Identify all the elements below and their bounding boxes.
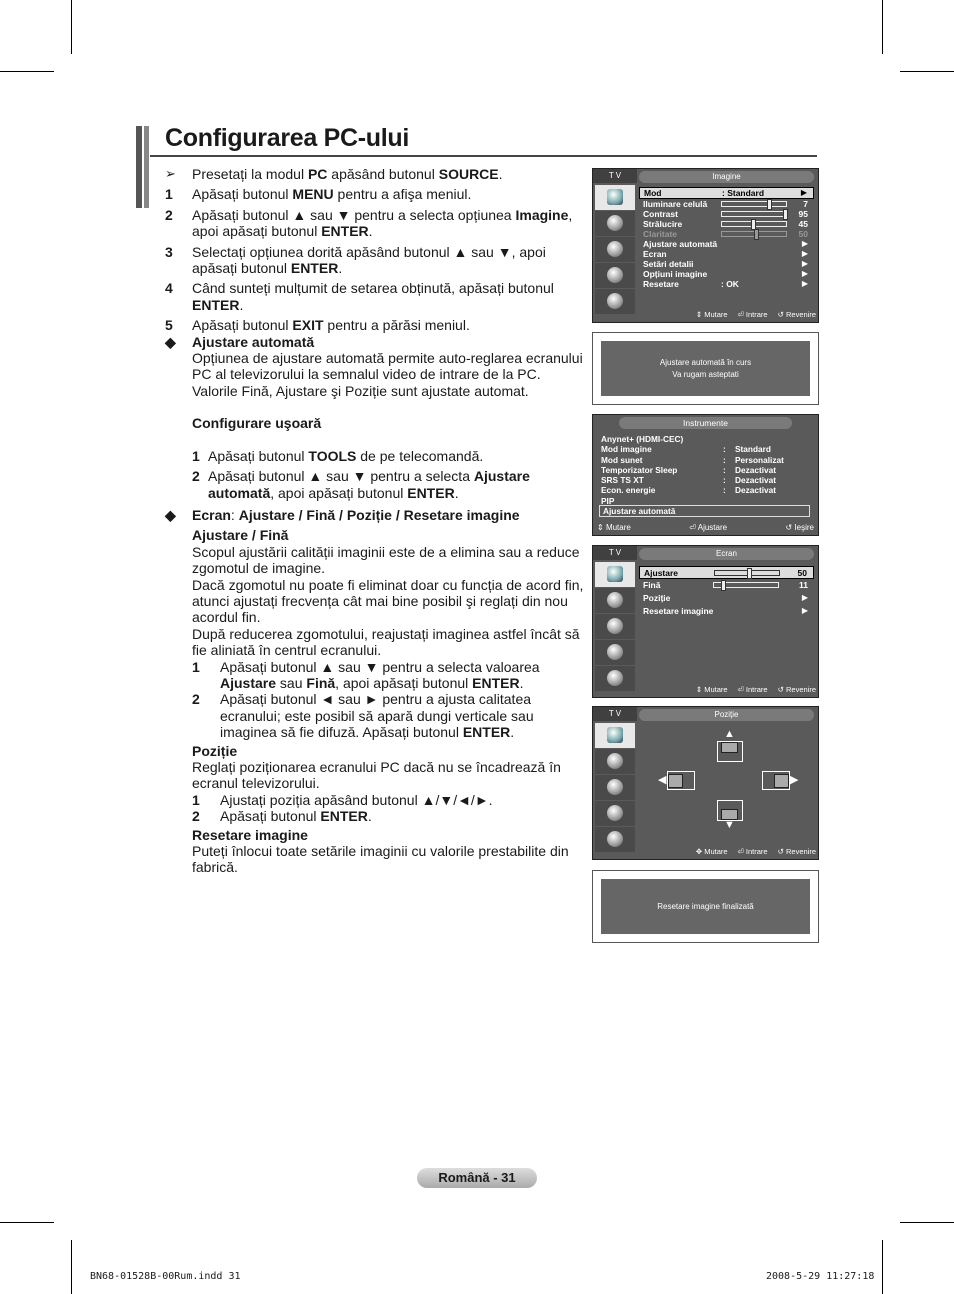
channel-icon	[595, 775, 635, 800]
move-hint: ⇕ Mutare	[597, 522, 631, 532]
page-number-badge: Română - 31	[417, 1168, 537, 1188]
easy-setup: Configurare uşoară 1 Apăsați butonul TOOLS de pe telecomandă. 2 Apăsați butonul ▲ sau ▼ pentru a selecta Ajustare automată, apoi apăsați butonul ENTER.	[165, 415, 585, 501]
menu-item-fine[interactable]: Fină 11	[643, 580, 808, 590]
step-2: 2 Apăsați butonul ▲ sau ▼ pentru a selecta opțiunea Imagine, apoi apăsați butonul ENTER.	[165, 206, 573, 240]
exit-hint: ↺ Ieşire	[785, 522, 814, 532]
menu-item-reset-image[interactable]: Resetare imagine ▶	[643, 606, 808, 616]
picture-icon	[595, 185, 635, 210]
step-1: 1 Apăsați butonul MENU pentru a afişa meniul.	[165, 186, 472, 203]
menu-item-reset[interactable]: Resetare : OK ▶	[643, 279, 808, 289]
setup-icon	[595, 801, 635, 826]
reset-heading: Resetare imagine	[192, 826, 308, 843]
auto-adjust-section: ◆ Ajustare automată Opțiunea de ajustare automată permite auto-reglarea ecranului PC al televizorului la semnalul video de intrare de la PC. Valorile Fină, Ajustare şi Poziție sunt ajustate automat.	[165, 333, 583, 399]
osd-image-menu: T V Imagine Mod : Standard ▶ Iluminare celulă 7 Contrast 95 Strălucire 45 Claritate 50 Ajustare automată ▶ Ecran ▶ Setări detalii ▶ Opțiuni imagine ▶ Resetare : OK ▶ ⇕ Mutare ⏎ Intrare ↺ Revenire	[592, 168, 819, 323]
crop-mark	[900, 1222, 954, 1223]
setup-icon	[595, 263, 635, 288]
enter-hint: ⏎ Intrare	[737, 309, 768, 319]
setup-icon	[595, 640, 635, 665]
position-down-box	[717, 800, 743, 821]
return-hint: ↺ Revenire	[777, 846, 816, 856]
position-up-box	[717, 741, 743, 762]
osd-sidebar	[595, 185, 635, 315]
tools-item[interactable]: Econ. energie : Dezactivat	[601, 485, 777, 496]
fine-section: Ajustare / Fină Scopul ajustării calității imaginii este de a elimina sau a reduce zgomotul de imagine. Dacă zgomotul nu poate fi eliminat doar cu funcția de acord fin, atunci ajustați frecvența cât mai bine posibil şi reglați din nou acordul fin. După reducerea zgomotului, reajustați imaginea astfel încât să fie aliniată în centrul ecranului. 1 Apăsați butonul ▲ sau ▼ pentru a selecta valoarea Ajustare sau Fină, apoi apăsați butonul ENTER. 2 Apăsați butonul ◄ sau ► pentru a ajusta calitatea ecranului; este posibil să apară dungi verticale sau imaginea să fie difuză. Apăsați butonul ENTER. Poziție Reglați poziționarea ecranului PC dacă nu se încadrează în ecranul televizorului. 1 Ajustați poziția apăsând butonul ▲/▼/◄/►. 2 Apăsați butonul ENTER. Resetare imagine Puteți înlocui toate setările imaginii cu valorile prestabilite din fabrică.	[192, 527, 584, 876]
step-5: 5 Apăsați butonul EXIT pentru a părăsi meniul.	[165, 317, 470, 334]
input-icon	[595, 289, 635, 314]
sound-icon	[595, 588, 635, 613]
auto-adjust-message: Ajustare automată în curs Va rugam asteptati	[592, 332, 819, 405]
osd-sidebar	[595, 562, 635, 692]
tools-item-auto-adjust[interactable]: Ajustare automată	[599, 505, 810, 517]
crop-mark	[71, 0, 72, 54]
menu-item-auto-adjust[interactable]: Ajustare automată ▶	[643, 239, 808, 249]
osd-footer	[639, 845, 816, 857]
left-arrow-icon[interactable]: ◀	[658, 774, 667, 786]
position-step-1: 1 Ajustați poziția apăsând butonul ▲/▼/◄/►.	[192, 791, 493, 808]
title-accent-bar	[136, 126, 150, 208]
osd-screen-menu: T V Ecran Ajustare 50 Fină 11 Poziție ▶ Resetare imagine ▶ ⇕ Mutare ⏎ Intrare ↺ Revenire	[592, 545, 819, 698]
channel-icon	[595, 237, 635, 262]
reset-message: Resetare imagine finalizată	[592, 870, 819, 943]
crop-mark	[0, 1222, 54, 1223]
fine-step-2: 2 Apăsați butonul ◄ sau ► pentru a ajusta calitatea ecranului; este posibil să apară dungi verticale sau imaginea să fie difuză. Apăsați butonul ENTER.	[192, 691, 534, 741]
tools-item[interactable]: SRS TS XT : Dezactivat	[601, 475, 777, 486]
step-4: 4 Când sunteți mulțumit de setarea obținută, apăsați butonul ENTER.	[165, 280, 554, 313]
preset-note: ➢ Presetați la modul PC apăsând butonul SOURCE.	[165, 166, 503, 182]
osd-footer	[597, 521, 814, 533]
osd-position-menu: T V Poziție ▲ ◀ ▶ ▼ ✥ Mutare ⏎ Intrare ↺ Revenire	[592, 706, 819, 860]
position-left-box	[667, 771, 695, 790]
tools-item[interactable]: Mod imagine : Standard	[601, 444, 771, 455]
slider-handle[interactable]	[721, 580, 726, 591]
position-heading: Poziție	[192, 742, 238, 759]
position-step-2: 2 Apăsați butonul ENTER.	[192, 808, 372, 825]
slider-handle[interactable]	[747, 568, 752, 579]
footer-date: 2008-5-29 11:27:18	[766, 1271, 875, 1282]
menu-item-detail[interactable]: Setări detalii ▶	[643, 259, 808, 269]
easy-step-1: 1 Apăsați butonul TOOLS de pe telecomandă.	[192, 447, 484, 464]
instructions	[165, 166, 585, 876]
footer-file: BN68-01528B-00Rum.indd 31	[90, 1271, 241, 1282]
enter-hint: ⏎ Intrare	[737, 684, 768, 694]
diamond-bullet-icon: ◆	[165, 506, 176, 523]
channel-icon	[595, 614, 635, 639]
return-hint: ↺ Revenire	[777, 309, 816, 319]
menu-item-screen[interactable]: Ecran ▶	[643, 249, 808, 259]
move-hint: ⇕ Mutare	[695, 684, 728, 694]
menu-item-position[interactable]: Poziție ▶	[643, 593, 808, 603]
osd-tools-menu: Instrumente Anynet+ (HDMI-CEC) Mod imagine : Standard Mod sunet : Personalizat Temporizator Sleep : Dezactivat SRS TS XT : Dezactivat Econ. energie : Dezactivat PIP Ajustare automată ⇕ Mutare ⏎ Ajustare ↺ Ieşire	[592, 414, 819, 536]
easy-step-2: 2 Apăsați butonul ▲ sau ▼ pentru a selecta Ajustare automată, apoi apăsați butonul ENTER.	[192, 468, 530, 501]
tools-item[interactable]: Mod sunet : Personalizat	[601, 454, 784, 465]
fine-step-1: 1 Apăsați butonul ▲ sau ▼ pentru a selecta valoarea Ajustare sau Fină, apoi apăsați butonul ENTER.	[192, 658, 540, 691]
crop-mark	[71, 1240, 72, 1294]
tools-list	[601, 434, 784, 506]
sound-icon	[595, 211, 635, 236]
screen-section: ◆ Ecran: Ajustare / Fină / Poziție / Resetare imagine	[165, 506, 520, 523]
osd-footer	[639, 683, 816, 695]
tools-item[interactable]: PIP	[601, 495, 615, 506]
crop-mark	[0, 71, 54, 72]
crop-mark	[882, 1240, 883, 1294]
arrow-icon: ➢	[165, 166, 176, 181]
input-icon	[595, 666, 635, 691]
picture-icon	[595, 562, 635, 587]
move-hint: ⇕ Mutare	[695, 309, 728, 319]
tools-item[interactable]: Anynet+ (HDMI-CEC)	[601, 434, 684, 444]
position-right-box	[762, 771, 790, 790]
crop-mark	[882, 0, 883, 54]
osd-footer	[639, 308, 816, 320]
adjust-hint: ⏎ Ajustare	[689, 522, 728, 532]
osd-sidebar	[595, 723, 635, 853]
sound-icon	[595, 749, 635, 774]
menu-item-contrast[interactable]: Contrast 95	[643, 209, 808, 219]
move-hint: ✥ Mutare	[695, 846, 728, 856]
menu-item-backlight[interactable]: Iluminare celulă 7	[643, 199, 808, 209]
diamond-bullet-icon: ◆	[165, 333, 176, 350]
picture-icon	[595, 723, 635, 748]
menu-item-sharpness: Claritate 50	[643, 229, 808, 239]
menu-item-coarse[interactable]: Ajustare 50	[639, 566, 814, 579]
return-hint: ↺ Revenire	[777, 684, 816, 694]
step-3: 3 Selectați opțiunea dorită apăsând butonul ▲ sau ▼, apoi apăsați butonul ENTER.	[165, 243, 546, 277]
down-arrow-icon[interactable]: ▼	[724, 819, 735, 831]
menu-item-brightness[interactable]: Strălucire 45	[643, 219, 808, 229]
crop-mark	[900, 71, 954, 72]
tools-item[interactable]: Temporizator Sleep : Dezactivat	[601, 464, 777, 475]
up-arrow-icon[interactable]: ▲	[724, 728, 735, 740]
page-title: Configurarea PC-ului	[165, 124, 410, 152]
menu-item-mode[interactable]: Mod : Standard ▶	[639, 187, 814, 199]
menu-item-options[interactable]: Opțiuni imagine ▶	[643, 269, 808, 279]
input-icon	[595, 827, 635, 852]
enter-hint: ⏎ Intrare	[737, 846, 768, 856]
right-arrow-icon[interactable]: ▶	[790, 774, 799, 786]
title-underline	[150, 155, 817, 157]
